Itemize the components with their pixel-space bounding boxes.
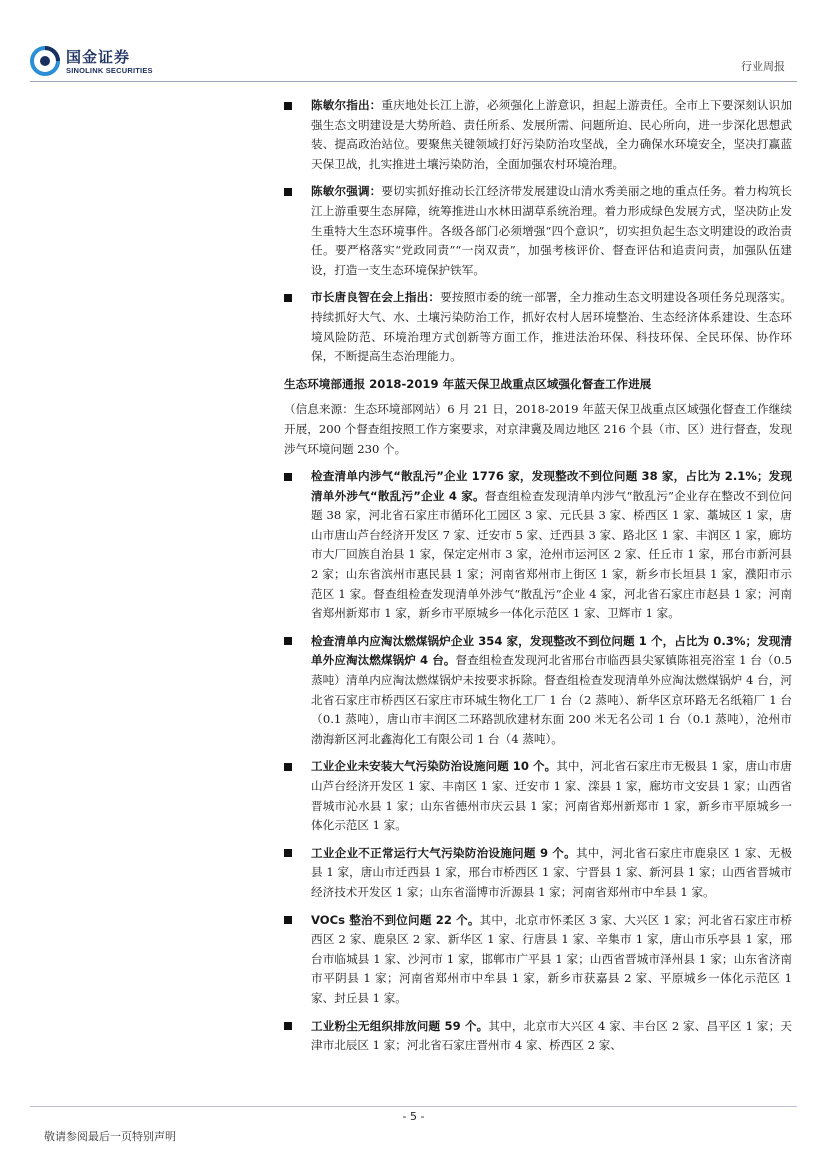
bullet-coal-boilers	[284, 632, 792, 750]
brand-logo	[30, 46, 160, 80]
bullet-abnormal-facility-operation	[284, 844, 792, 903]
bullet-square-icon	[284, 188, 292, 196]
brand-name-cn: 国金证券	[66, 48, 131, 66]
report-type-label: 行业周报	[741, 60, 785, 73]
bullet-text: 其中，北京市大兴区 4 家、丰台区 2 家、昌平区 1 家；天津市北辰区 1 家；河北省石家庄晋州市 4 家、桥西区 2 家、	[311, 1018, 792, 1053]
bullet-lead: 检查清单内应淘汰燃煤锅炉企业 354 家，发现整改不到位问题 1 个，占比为 0.3%；发现清单外应淘汰燃煤锅炉 4 台。	[311, 633, 792, 668]
bullet-text: 要切实抓好推动长江经济带发展建设山清水秀美丽之地的重点任务。着力构筑长江上游重要生态屏障，统筹推进山水林田湖草系统治理。着力形成绿色发展方式，坚决防止发生重特大生态环境事件。各级各部门必须增强“四个意识”，切实担负起生态文明建设的政治责任。要严格落实“党政同责”“一岗双责”，加强考核评价、督查评估和追责问责，加强队伍建设，打造一支生态环境保护铁军。	[311, 184, 792, 277]
bullet-lead: 陈敏尔强调：	[311, 184, 382, 199]
bullet-square-icon	[284, 102, 292, 110]
bullet-lead: 工业企业不正常运行大气污染防治设施问题 9 个。	[311, 845, 576, 860]
page-header	[0, 0, 827, 88]
bullet-lead: 检查清单内涉气“散乱污”企业 1776 家，发现整改不到位问题 38 家，占比为 2.1%；发现清单外涉气“散乱污”企业 4 家。	[311, 469, 792, 503]
bullet-text: 要按照市委的统一部署，全力推动生态文明建设各项任务兑现落实。持续抓好大气、水、土壤污染防治工作，抓好农村人居环境整治、生态经济体系建设、生态环境风险防范、环境治理方式创新等方面工作，推进法治环保、科技环保、全民环保、协作环保，不断提高生态治理能力。	[311, 290, 792, 364]
bullet-square-icon	[284, 473, 292, 481]
bullet-mayor-tang	[284, 288, 792, 366]
bullet-square-icon	[284, 294, 292, 302]
bullet-square-icon	[284, 637, 292, 645]
bullet-text: 督查组检查发现清单内涉气“散乱污”企业存在整改不到位问题 38 家，河北省石家庄市循环化工园区 3 家、元氏县 3 家、桥西区 1 家、藁城区 1 家，唐山市唐山芦台经济开发区 7 家、迁安市 5 家、迁西县 3 家、路北区 1 家、丰润区 1 家，廊坊市大厂回族自治县 1 家，保定定州市 3 家，沧州市运河区 2 家、任丘市 1 家，邢台市新河县 2 家；山东省滨州市惠民县 1 家；河南省郑州市上街区 1 家，新乡市长垣县 1 家，濮阳市示范区 1 家。督查组检查发现清单外涉气“散乱污”企业 4 家，河北省石家庄市赵县 1 家；河南省郑州新郑市 1 家，新乡市平原城乡一体化示范区 1 家、卫辉市 1 家。	[311, 488, 792, 621]
bullet-square-icon	[284, 763, 292, 771]
section-title: 生态环境部通报 2018-2019 年蓝天保卫战重点区域强化督查工作进展	[284, 376, 652, 391]
bullet-text: 其中，河北省石家庄市无极县 1 家，唐山市唐山芦台经济开发区 1 家、丰南区 1 家、迁安市 1 家、滦县 1 家，廊坊市文安县 1 家；山西省晋城市沁水县 1 家；山东省德州市庆云县 1 家；河南省郑州新郑市 1 家，新乡市平原城乡一体化示范区 1 家。	[311, 759, 792, 833]
bullet-no-pollution-facilities	[284, 757, 792, 835]
bullet-text: 其中，北京市怀柔区 3 家、大兴区 1 家；河北省石家庄市桥西区 2 家、鹿泉区 2 家、新华区 1 家、行唐县 1 家、辛集市 1 家，唐山市乐亭县 1 家，邢台市临城县 1 家、沙河市 1 家，邯郸市广平县 1 家；山西省晋城市泽州县 1 家；山东省济南市平阴县 1 家；河南省郑州市中牟县 1 家，新乡市获嘉县 2 家、平原城乡一体化示范区 1 家、封丘县 1 家。	[311, 912, 793, 1005]
bullet-lead: 工业企业未安装大气污染防治设施问题 10 个。	[311, 759, 557, 774]
bullet-chen-emphasized	[284, 182, 792, 280]
bullet-industrial-dust	[284, 1017, 792, 1056]
bullet-text: 重庆地处长江上游，必须强化上游意识，担起上游责任。全市上下要深刻认识加强生态文明建设是大势所趋、责任所系、发展所需、问题所迫、民心所向，进一步深化思想武装、提高政治站位。要聚焦关键领域打好污染防治攻坚战，全力确保水环境安全，坚决打赢蓝天保卫战，扎实推进土壤污染防治，全面加强农村环境治理。	[311, 98, 792, 171]
page-number: - 5 -	[402, 1110, 425, 1123]
bullet-chen-pointed-out	[284, 96, 792, 174]
bullet-lead: 陈敏尔指出：	[311, 98, 382, 112]
bullet-square-icon	[284, 849, 292, 857]
bullet-lead: 工业粉尘无组织排放问题 59 个。	[311, 1018, 489, 1033]
bullet-text: 其中，河北省石家庄市鹿泉区 1 家、无极县 1 家，唐山市迁西县 1 家，邢台市桥西区 1 家、宁晋县 1 家、新河县 1 家；山西省晋城市经济技术开发区 1 家；山东省淄博市沂源县 1 家；河南省郑州市中牟县 1 家。	[311, 845, 792, 899]
bullet-square-icon	[284, 916, 292, 924]
document-body	[284, 96, 792, 1056]
sinolink-logo-icon	[30, 46, 60, 76]
disclaimer-note: 敬请参阅最后一页特别声明	[44, 1130, 176, 1143]
bullet-lead: 市长唐良智在会上指出：	[311, 290, 441, 305]
bullet-text: 督查组检查发现河北省邢台市临西县尖冢镇陈祖亮浴室 1 台（0.5 蒸吨）清单内应淘汰燃煤锅炉未按要求拆除。督查组检查发现清单外应淘汰燃煤锅炉 4 台，河北省石家庄市桥西区石家庄市环城生物化工厂 1 台（2 蒸吨）、新华区京环路无名纸箱厂 1 台（0.1 蒸吨），唐山市丰润区二环路凯欣建材东面 200 米无名公司 1 台（0.1 蒸吨），沧州市渤海新区河北鑫海化工有限公司 1 台（4 蒸吨）。	[311, 653, 793, 746]
header-divider	[30, 81, 797, 82]
bullet-lead: VOCs 整治不到位问题 22 个。	[311, 912, 480, 927]
bullet-scattered-polluting-enterprises	[284, 467, 792, 624]
section-intro-paragraph: （信息来源：生态环境部网站）6 月 21 日，2018-2019 年蓝天保卫战重点区域强化督查工作继续开展，200 个督查组按照工作方案要求，对京津冀及周边地区 216 个县（市、区）进行督查，发现涉气环境问题 230 个。	[284, 402, 792, 456]
bullet-vocs-rectification	[284, 911, 792, 1009]
footer-divider	[30, 1106, 797, 1107]
brand-name-en: SINOLINK SECURITIES	[66, 66, 153, 75]
bullet-square-icon	[284, 1022, 292, 1030]
